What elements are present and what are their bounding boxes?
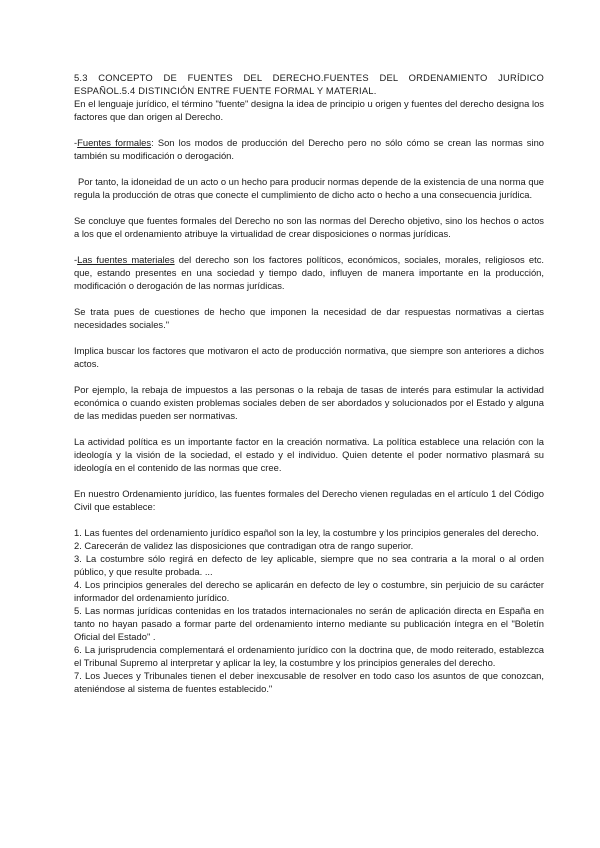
section-heading: 5.3 CONCEPTO DE FUENTES DEL DERECHO.FUENTES DEL ORDENAMIENTO JURÍDICO ESPAÑOL.5.4 DISTINCIÓN ENTRE FUENTE FORMAL Y MATERIAL. (74, 72, 544, 96)
material-sources-paragraph (74, 253, 544, 292)
formal-sources-text: : Son los modos de producción del Derecho pero no sólo cómo se crean las normas sino también su modificación o derogación. (74, 137, 544, 161)
article-item: 7. Los Jueces y Tribunales tienen el deber inexcusable de resolver en todo caso los asuntos de que conozcan, ateniéndose al sistema de fuentes establecido." (74, 670, 544, 694)
ejemplo-paragraph: Por ejemplo, la rebaja de impuestos a las personas o la rebaja de tasas de interés para estimular la actividad económica o cuando existen problemas sociales deben de ser abordados y solucionados por el Estado y alguna de las medidas pueden ser normativas. (74, 384, 544, 421)
formal-prefix: - (74, 137, 78, 148)
cuestiones-paragraph: Se trata pues de cuestiones de hecho que imponen la necesidad de dar respuestas normativas a ciertas necesidades sociales." (74, 306, 544, 330)
article-item: 4. Los principios generales del derecho se aplicarán en defecto de ley o costumbre, sin perjuicio de su carácter informador del ordenamiento jurídico. (74, 579, 544, 603)
article-item: 3. La costumbre sólo regirá en defecto de ley aplicable, siempre que no sea contraria a la moral o al orden público, y que resulte probada. ... (74, 553, 544, 577)
article-item: 1. Las fuentes del ordenamiento jurídico español son la ley, la costumbre y los principios generales del derecho. (74, 527, 539, 538)
intro-paragraph: En el lenguaje jurídico, el término "fuente" designa la idea de principio u origen y fuentes del derecho designa los factores que dan origen al Derecho. (74, 98, 544, 122)
material-prefix: - (74, 254, 78, 265)
article-item: 5. Las normas jurídicas contenidas en los tratados internacionales no serán de aplicación directa en España en tanto no hayan pasado a formar parte del ordenamiento interno mediante su publicación íntegra en el "Boletín Oficial del Estado" . (74, 605, 544, 642)
material-sources-text: del derecho son los factores políticos, económicos, sociales, morales, religiosos etc. que, estando presentes en una sociedad y tiempo dado, influyen de manera importante en la producción, modificación o derogación de las normas jurídicas. (74, 254, 545, 291)
article-item: 2. Carecerán de validez las disposiciones que contradigan otra de rango superior. (74, 540, 414, 551)
implica-paragraph: Implica buscar los factores que motivaron el acto de producción normativa, que siempre son anteriores a dichos actos. (74, 345, 544, 369)
formal-sources-paragraph (74, 136, 544, 162)
material-sources-term: Las fuentes materiales (77, 254, 175, 265)
concluye-paragraph: Se concluye que fuentes formales del Derecho no son las normas del Derecho objetivo, sino los hechos o actos a los que el ordenamiento atribuye la virtualidad de crear disposiciones o normas jurídicas. (74, 215, 544, 239)
ordenamiento-paragraph: En nuestro Ordenamiento jurídico, las fuentes formales del Derecho vienen reguladas en el artículo 1 del Código Civil que establece: (74, 488, 544, 512)
article-list (74, 526, 544, 695)
politica-paragraph: La actividad política es un importante factor en la creación normativa. La política establece una relación con la ideología y la visión de la sociedad, el estado y el individuo. Quien detente el poder normativo plasmará su ideología en el contenido de las normas que cree. (74, 436, 544, 473)
formal-sources-term: Fuentes formales (77, 137, 152, 148)
idoneidad-paragraph: Por tanto, la idoneidad de un acto o un hecho para producir normas depende de la existencia de una norma que regula la producción de otras que conecte el cumplimiento de dicho acto o hecho a una consecuencia jurídica. (74, 176, 544, 200)
article-item: 6. La jurisprudencia complementará el ordenamiento jurídico con la doctrina que, de modo reiterado, establezca el Tribunal Supremo al interpretar y aplicar la ley, la costumbre y los principios generales del derecho. (74, 644, 544, 668)
